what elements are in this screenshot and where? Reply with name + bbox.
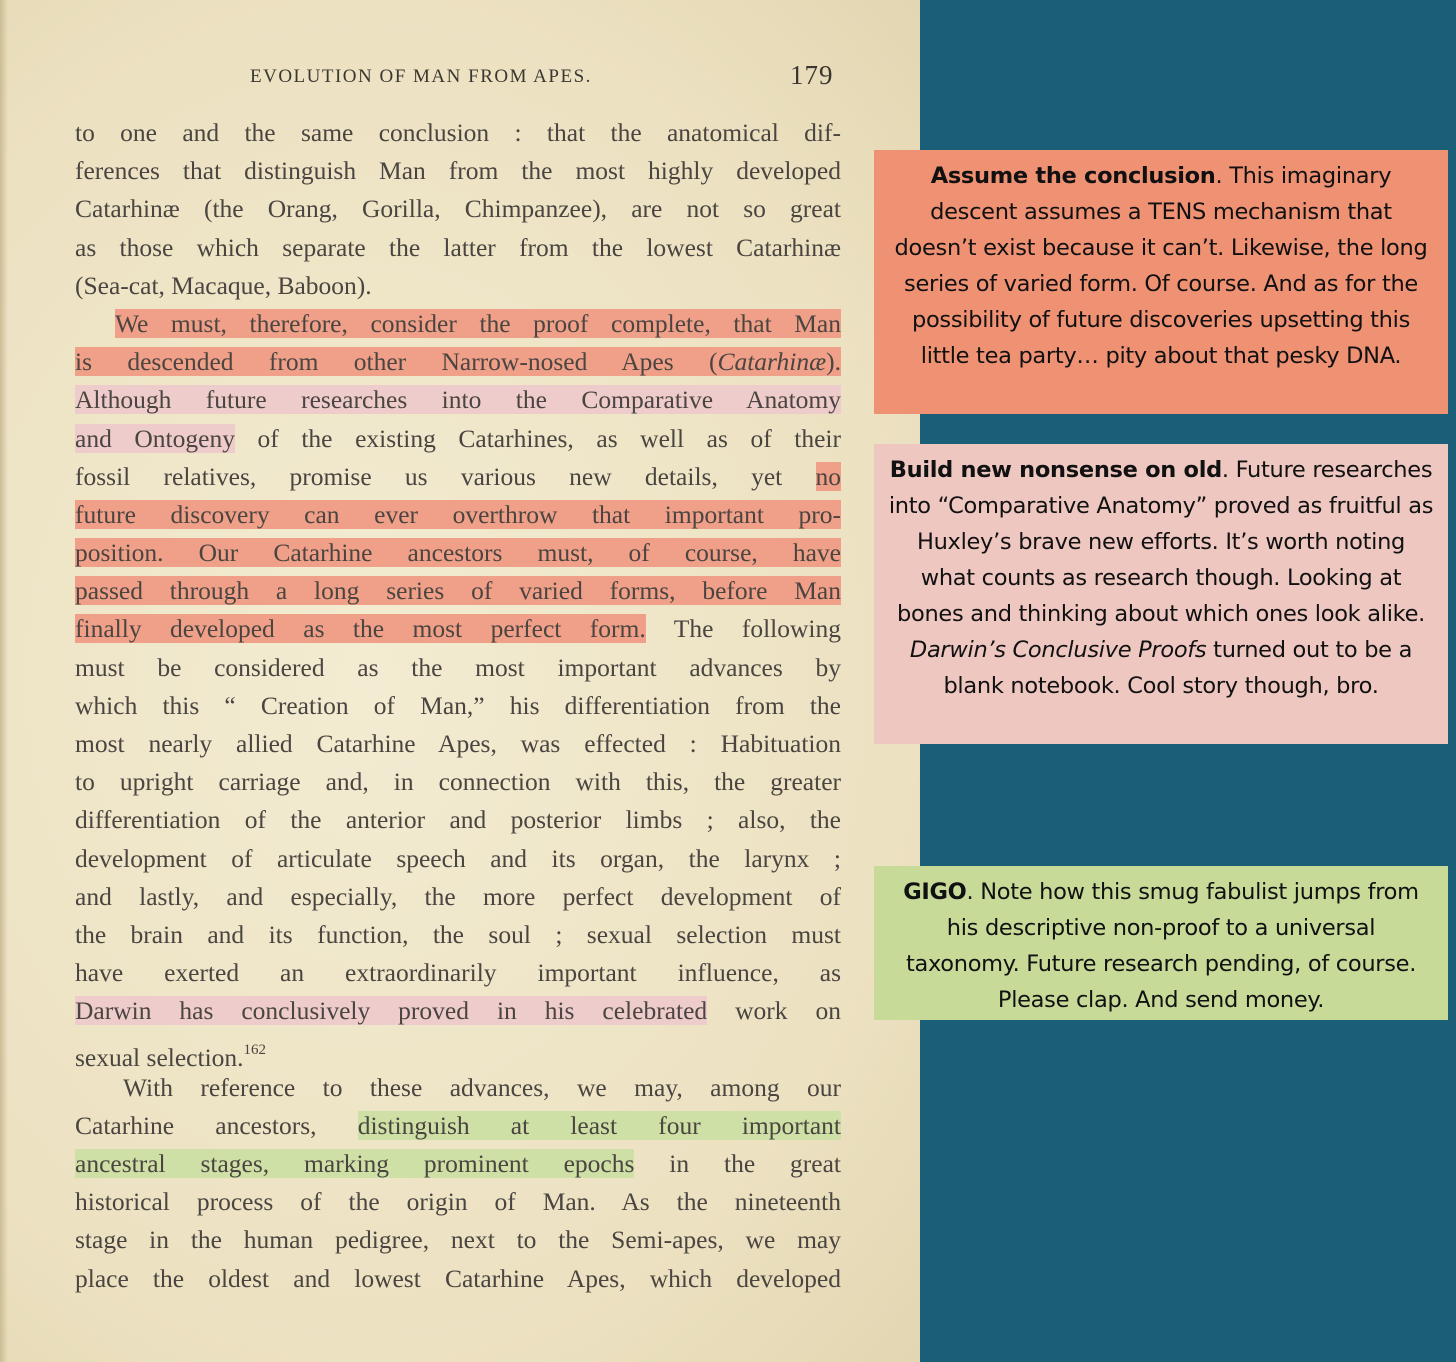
highlight-orange: finally developed as the most perfect form. bbox=[75, 614, 646, 644]
highlight-orange: is descended from other Narrow-nosed Apes (Catarhinæ). bbox=[75, 347, 841, 377]
annotation-note-build-nonsense bbox=[874, 444, 1448, 744]
text-line: which this “ Creation of Man,” his differentiation from the bbox=[75, 690, 841, 720]
note-body-end: turned out to be a blank notebook. Cool story though, bro. bbox=[943, 637, 1413, 699]
highlight-orange: future discovery can ever overthrow that important pro- bbox=[75, 499, 841, 529]
text-line: place the oldest and lowest Catarhine Apes, which developed bbox=[75, 1263, 841, 1293]
text-line: most nearly allied Catarhine Apes, was effected : Habituation bbox=[75, 729, 841, 758]
highlight-orange: position. Our Catarhine ancestors must, of course, have bbox=[75, 538, 841, 568]
highlight-orange: We must, therefore, consider the proof complete, that Man bbox=[115, 308, 841, 338]
text-line: ancestral stages, marking prominent epochs in the great bbox=[75, 1149, 842, 1179]
text-line bbox=[75, 534, 841, 572]
highlight-green: ancestral stages, marking prominent epochs bbox=[75, 1149, 635, 1179]
page-spine bbox=[0, 0, 8, 1362]
highlight-orange: no bbox=[815, 461, 841, 491]
highlight-green: distinguish at least four important bbox=[357, 1110, 841, 1140]
text-line: and Ontogeny of the existing Catarhines, as well as of their bbox=[75, 423, 842, 453]
text-line bbox=[75, 343, 841, 381]
text-line: must be considered as the most important advances by bbox=[75, 652, 841, 682]
text-line: finally developed as the most perfect form. The following bbox=[75, 614, 841, 644]
highlight-pink: Although future researches into the Comparative Anatomy bbox=[75, 385, 841, 415]
highlight-pink: and Ontogeny bbox=[75, 423, 235, 453]
text-line bbox=[75, 496, 841, 534]
text-line bbox=[75, 572, 841, 610]
text-line: Darwin has conclusively proved in his celebrated work on bbox=[75, 996, 841, 1026]
text-line: stage in the human pedigree, next to the Semi-apes, we may bbox=[75, 1225, 841, 1255]
text-line: Catarhinæ (the Orang, Gorilla, Chimpanzee), are not so great bbox=[75, 194, 841, 224]
text-line: sexual selection.$^{162}$ bbox=[75, 1041, 267, 1072]
text-line: (Sea-cat, Macaque, Baboon). bbox=[75, 270, 372, 300]
highlight-orange: passed through a long series of varied forms, before Man bbox=[75, 576, 841, 606]
text-line: to upright carriage and, in connection with this, the greater bbox=[75, 767, 841, 797]
text-line: ferences that distinguish Man from the most highly developed bbox=[75, 156, 841, 186]
note-body: . Note how this smug fabulist jumps from his descriptive non-proof to a universal taxonomy. Future research pending, of course. Please clap. And send money. bbox=[905, 879, 1419, 1013]
footnote-ref: 162 bbox=[243, 1041, 267, 1058]
text-line: development of articulate speech and its organ, the larynx ; bbox=[75, 843, 841, 873]
note-body: . Future researches into “Comparative Anatomy” proved as fruitful as Huxley’s brave new efforts. It’s worth noting what counts as research though. Looking at bones and thinking about which ones look alike. bbox=[888, 457, 1434, 627]
text-line: and lastly, and especially, the more perfect development of bbox=[75, 881, 841, 911]
note-heading: Build new nonsense on old bbox=[889, 457, 1222, 483]
note-heading: GIGO bbox=[903, 879, 967, 905]
text-line: historical process of the origin of Man. As the nineteenth bbox=[75, 1187, 841, 1217]
text-line: to one and the same conclusion : that the anatomical dif- bbox=[75, 118, 841, 147]
text-line bbox=[75, 305, 841, 343]
text-line: differentiation of the anterior and posterior limbs ; also, the bbox=[75, 805, 841, 835]
running-head bbox=[250, 62, 840, 94]
text-line: have exerted an extraordinarily important influence, as bbox=[75, 958, 841, 988]
annotation-note-assume-conclusion bbox=[874, 150, 1448, 414]
annotation-note-gigo bbox=[874, 866, 1448, 1020]
highlight-pink: Darwin has conclusively proved in his celebrated bbox=[75, 996, 708, 1026]
text-line: Catarhine ancestors, distinguish at least four important bbox=[75, 1110, 841, 1140]
text-line bbox=[75, 381, 841, 419]
running-head-title: EVOLUTION OF MAN FROM APES. bbox=[250, 66, 592, 87]
text-line: fossil relatives, promise us various new details, yet no bbox=[75, 461, 841, 491]
text-line: as those which separate the latter from the lowest Catarhinæ bbox=[75, 232, 841, 262]
text-line: With reference to these advances, we may, among our bbox=[123, 1072, 841, 1102]
text-line: the brain and its function, the soul ; sexual selection must bbox=[75, 919, 841, 949]
note-italic-title: Darwin’s Conclusive Proofs bbox=[909, 637, 1207, 663]
note-body: . This imaginary descent assumes a TENS mechanism that doesn’t exist because it can’t. Likewise, the long series of varied form. Of course. And as for the possibility of future discoveries upsetting this little tea party… pity about that pesky DNA. bbox=[894, 163, 1428, 369]
page-body-text bbox=[75, 114, 841, 1298]
page-number: 179 bbox=[790, 60, 834, 90]
note-heading: Assume the conclusion bbox=[930, 163, 1216, 189]
